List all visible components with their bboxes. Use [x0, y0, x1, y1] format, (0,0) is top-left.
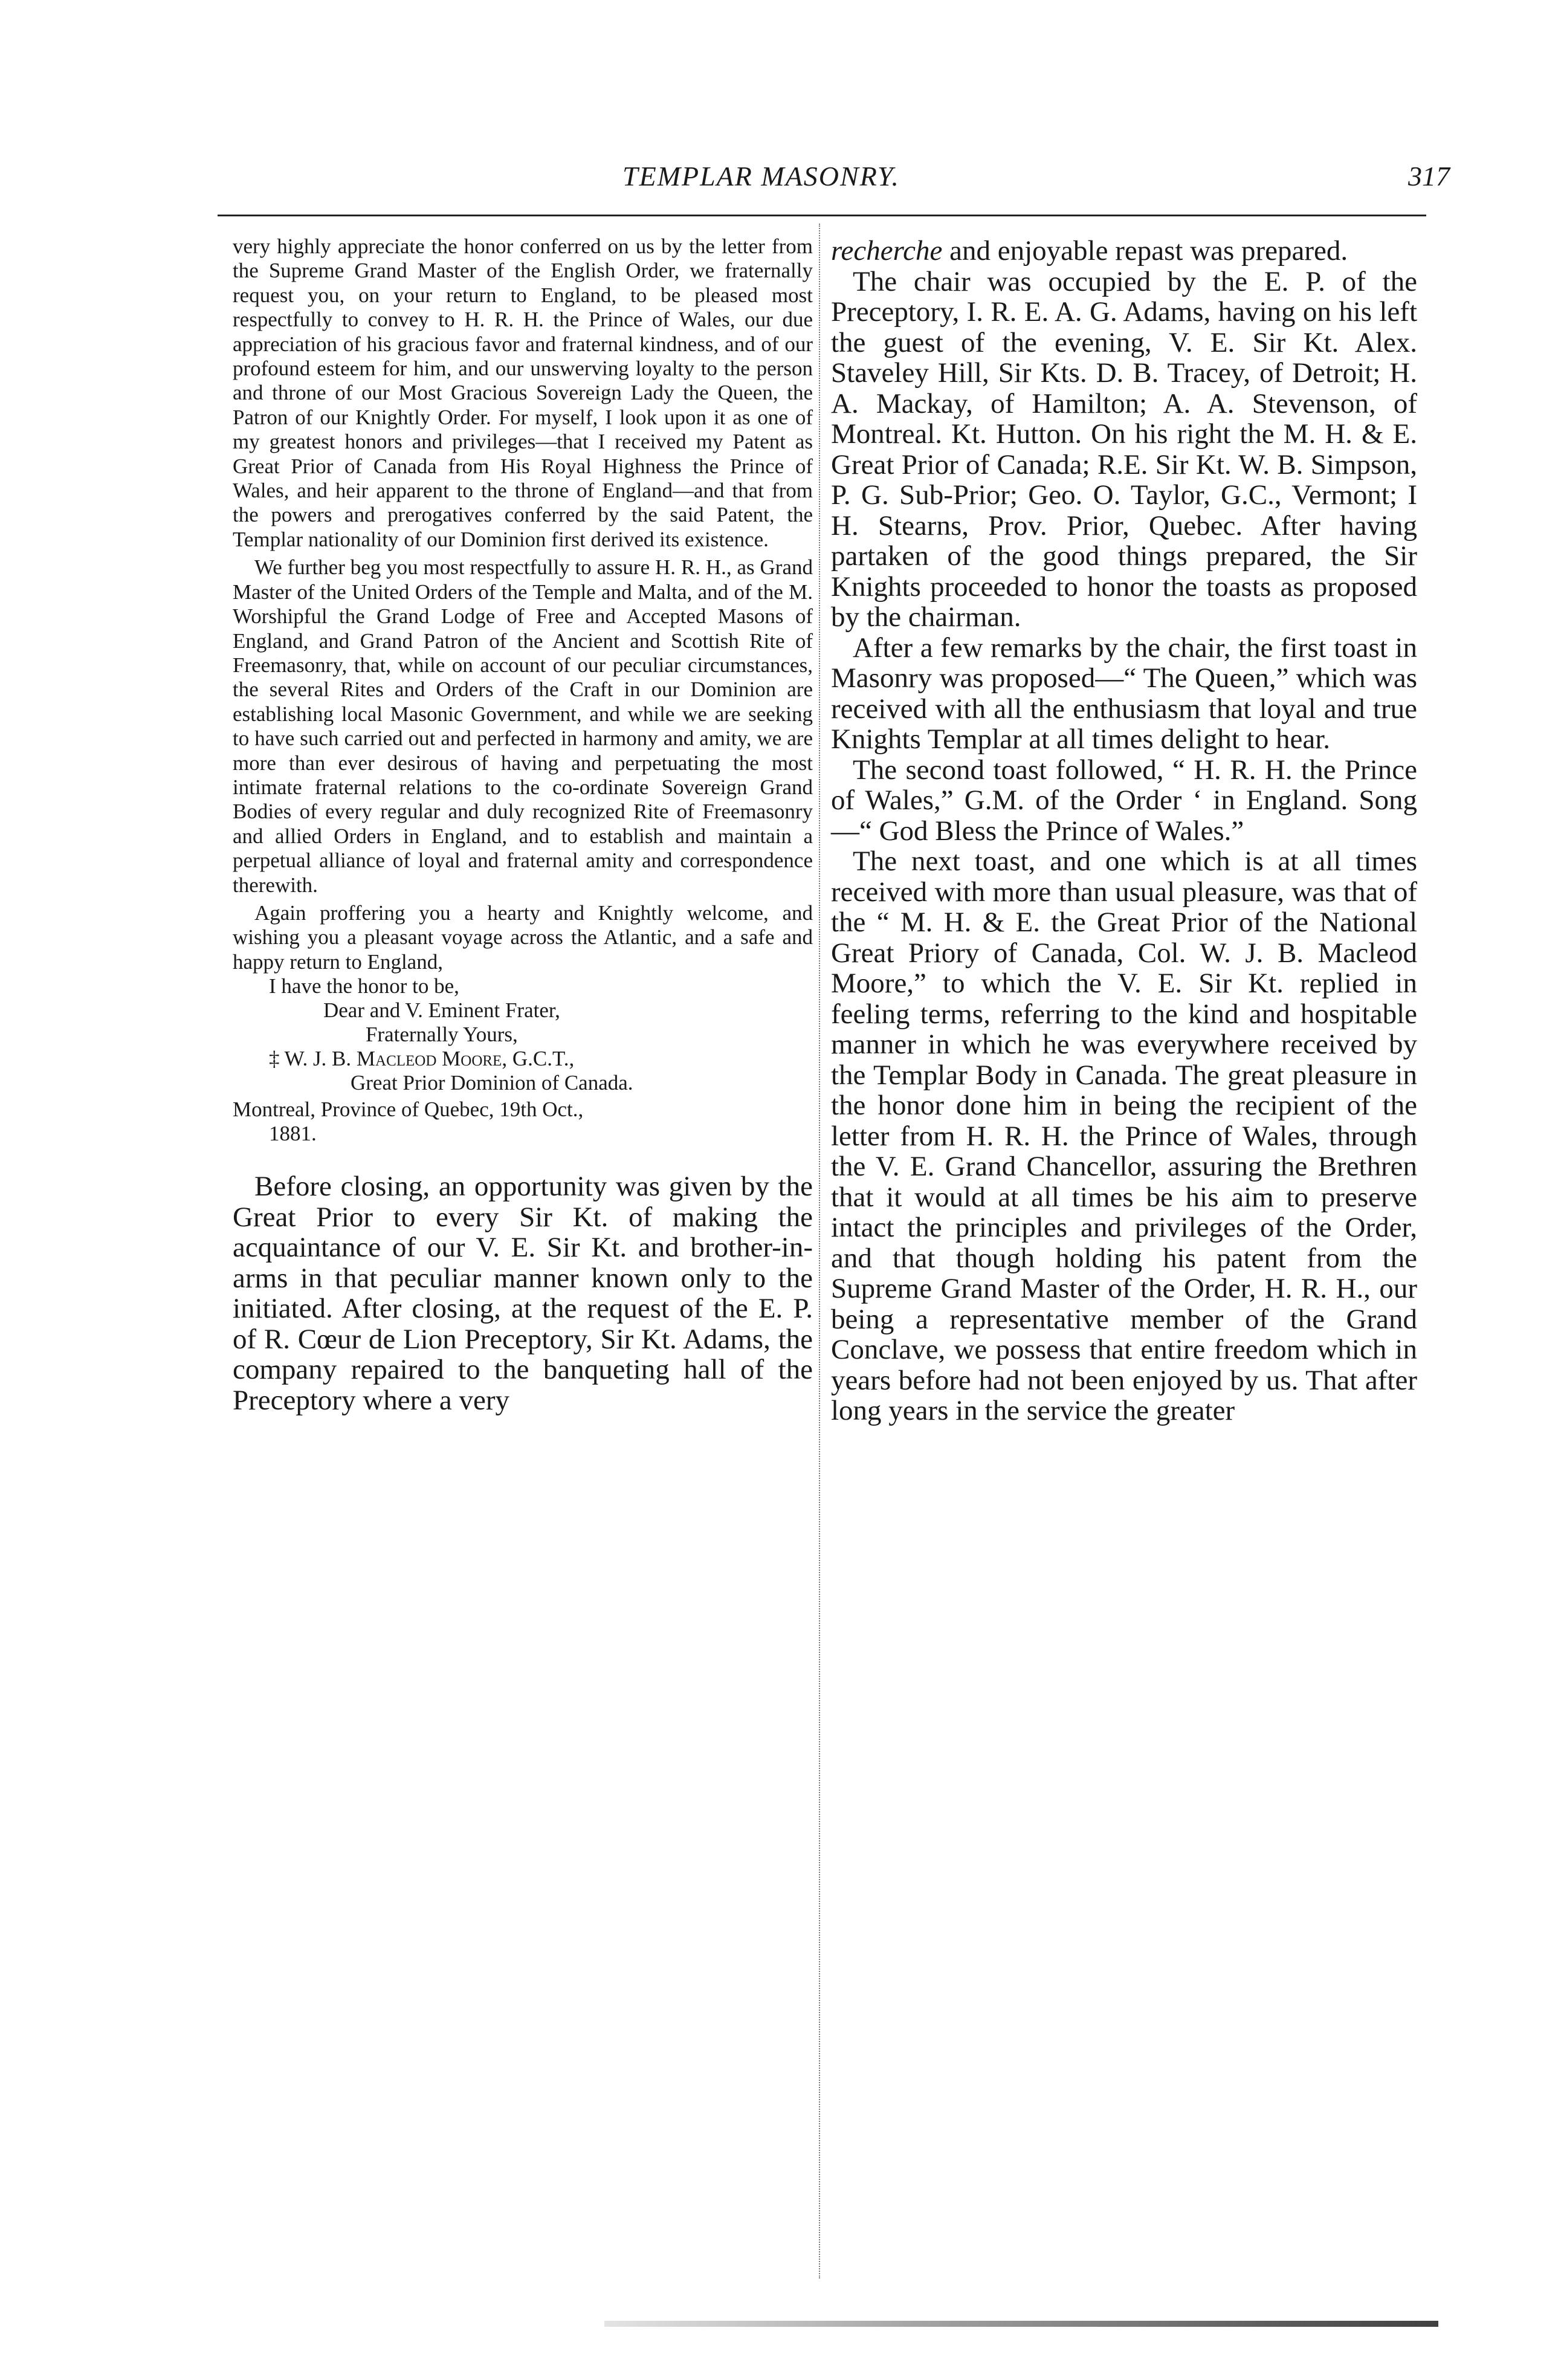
narrative-paragraph: The chair was occupied by the E. P. of the Preceptory, I. R. E. A. G. Adams, having on his left the guest of the evening, V. E. Sir Kt. Alex. Staveley Hill, Sir Kts. D. B. Tracey, of Detroit; H. A. Mackay, of Hamilton; A. A. Stevenson, of Montreal. Kt. Hutton. On his right the M. H. & E. Great Prior of Canada; R.E. Sir Kt. W. B. Simpson, P. G. Sub-Prior; Geo. O. Taylor, G.C., Vermont; I H. Stearns, Prov. Prior, Quebec. After having partaken of the good things prepared, the Sir Knights proceeded to honor the toasts as proposed by the chairman.: [831, 265, 1417, 633]
letter-paragraph: very highly appreciate the honor conferred on us by the letter from the Supreme Grand Master of the English Order, we fraternally request you, on your return to England, to be pleased most respectfully to convey to H. R. H. the Prince of Wales, our due appreciation of his gracious favor and fraternal kindness, and of our profound esteem for him, and our unswerving loyalty to the person and throne of our Most Gracious Sovereign Lady the Queen, the Patron of our Knightly Order. For myself, I look upon it as one of my greatest honors and privileges—that I received my Patent as Great Prior of Canada from His Royal Highness the Prince of Wales, and heir apparent to the throne of England—and that from the powers and prerogatives conferred by the said Patent, the Templar nationality of our Dominion first derived its existence.: [233, 234, 813, 551]
signature-line: [233, 1047, 813, 1071]
bottom-decorative-rule: [604, 2321, 1438, 2327]
letter-paragraph: Again proffering you a hearty and Knightly welcome, and wishing you a pleasant voyage across the Atlantic, and a safe and happy return to England,: [233, 901, 813, 974]
page-number: 317: [1408, 161, 1450, 192]
dateline-line: Montreal, Province of Quebec, 19th Oct.,: [233, 1098, 584, 1122]
left-column: [233, 234, 813, 1415]
running-title: TEMPLAR MASONRY.: [622, 161, 900, 192]
narrative-left: [233, 1171, 813, 1415]
narrative-paragraph: Before closing, an opportunity was given by the Great Prior to every Sir Kt. of making the acquaintance of our V. E. Sir Kt. and brother-in-arms in that peculiar manner known only to the initiated. After closing, at the request of the E. P. of R. Cœur de Lion Preceptory, Sir Kt. Adams, the company repaired to the banqueting hall of the Preceptory where a very: [233, 1171, 813, 1416]
closing-line: Great Prior Dominion of Canada.: [351, 1071, 633, 1095]
signature-prefix: ‡ W. J. B.: [269, 1047, 352, 1071]
closing-line: Fraternally Yours,: [366, 1023, 518, 1047]
letter-body: [233, 234, 813, 974]
page-header: [0, 160, 1561, 202]
paragraph-text: and enjoyable repast was prepared.: [942, 235, 1348, 267]
column-divider: [819, 224, 820, 2278]
narrative-paragraph: [831, 236, 1417, 267]
letter-paragraph: We further beg you most respectfully to assure H. R. H., as Grand Master of the United Orders of the Temple and Malta, and of the M. Worshipful the Grand Lodge of Free and Accepted Masons of England, and Grand Patron of the Ancient and Scottish Rite of Freemasonry, that, while on account of our peculiar circumstances, the several Rites and Orders of the Craft in our Dominion are establishing local Masonic Government, and while we are seeking to have such carried out and perfected in harmony and amity, we are more than ever desirous of having and perpetuating the most intimate fraternal relations to the co-ordinate Sovereign Grand Bodies of every regular and duly recognized Rite of Freemasonry and allied Orders in England, and to establish and maintain a perpetual alliance of loyal and fraternal amity and correspondence therewith.: [233, 555, 813, 897]
header-rule: [218, 215, 1426, 216]
right-column: [831, 236, 1417, 1426]
narrative-paragraph: The second toast followed, “ H. R. H. the Prince of Wales,” G.M. of the Order ‘ in England. Song—“ God Bless the Prince of Wales.”: [831, 754, 1417, 847]
dateline-year: 1881.: [269, 1122, 317, 1146]
closing-line: Dear and V. Eminent Frater,: [323, 998, 560, 1023]
narrative-paragraph: The next toast, and one which is at all times received with more than usual pleasure, was that of the “ M. H. & E. the Great Prior of the National Great Priory of Canada, Col. W. J. B. Macleod Moore,” to which the V. E. Sir Kt. replied in feeling terms, referring to the kind and hospitable manner in which he was everywhere received by the Templar Body in Canada. The great pleasure in the honor done him in being the recipient of the letter from H. R. H. the Prince of Wales, through the V. E. Grand Chancellor, assuring the Brethren that it would at all times be his aim to preserve intact the principles and privileges of the Order, and that though holding his patent from the Supreme Grand Master of the Order, H. R. H., our being a representative member of the Grand Conclave, we possess that entire freedom which in years before had not been enjoyed by us. That after long years in the service the greater: [831, 846, 1417, 1426]
signature-suffix: , G.C.T.,: [502, 1047, 575, 1071]
closing-line: I have the honor to be,: [269, 974, 459, 998]
signature-name: Macleod Moore: [356, 1047, 502, 1071]
italic-word: recherche: [831, 235, 943, 267]
dateline: [233, 1098, 813, 1146]
narrative-paragraph: After a few remarks by the chair, the first toast in Masonry was proposed—“ The Queen,” which was received with all the enthusiasm that loyal and true Knights Templar at all times delight to hear.: [831, 632, 1417, 755]
letter-closing: [233, 974, 813, 1095]
